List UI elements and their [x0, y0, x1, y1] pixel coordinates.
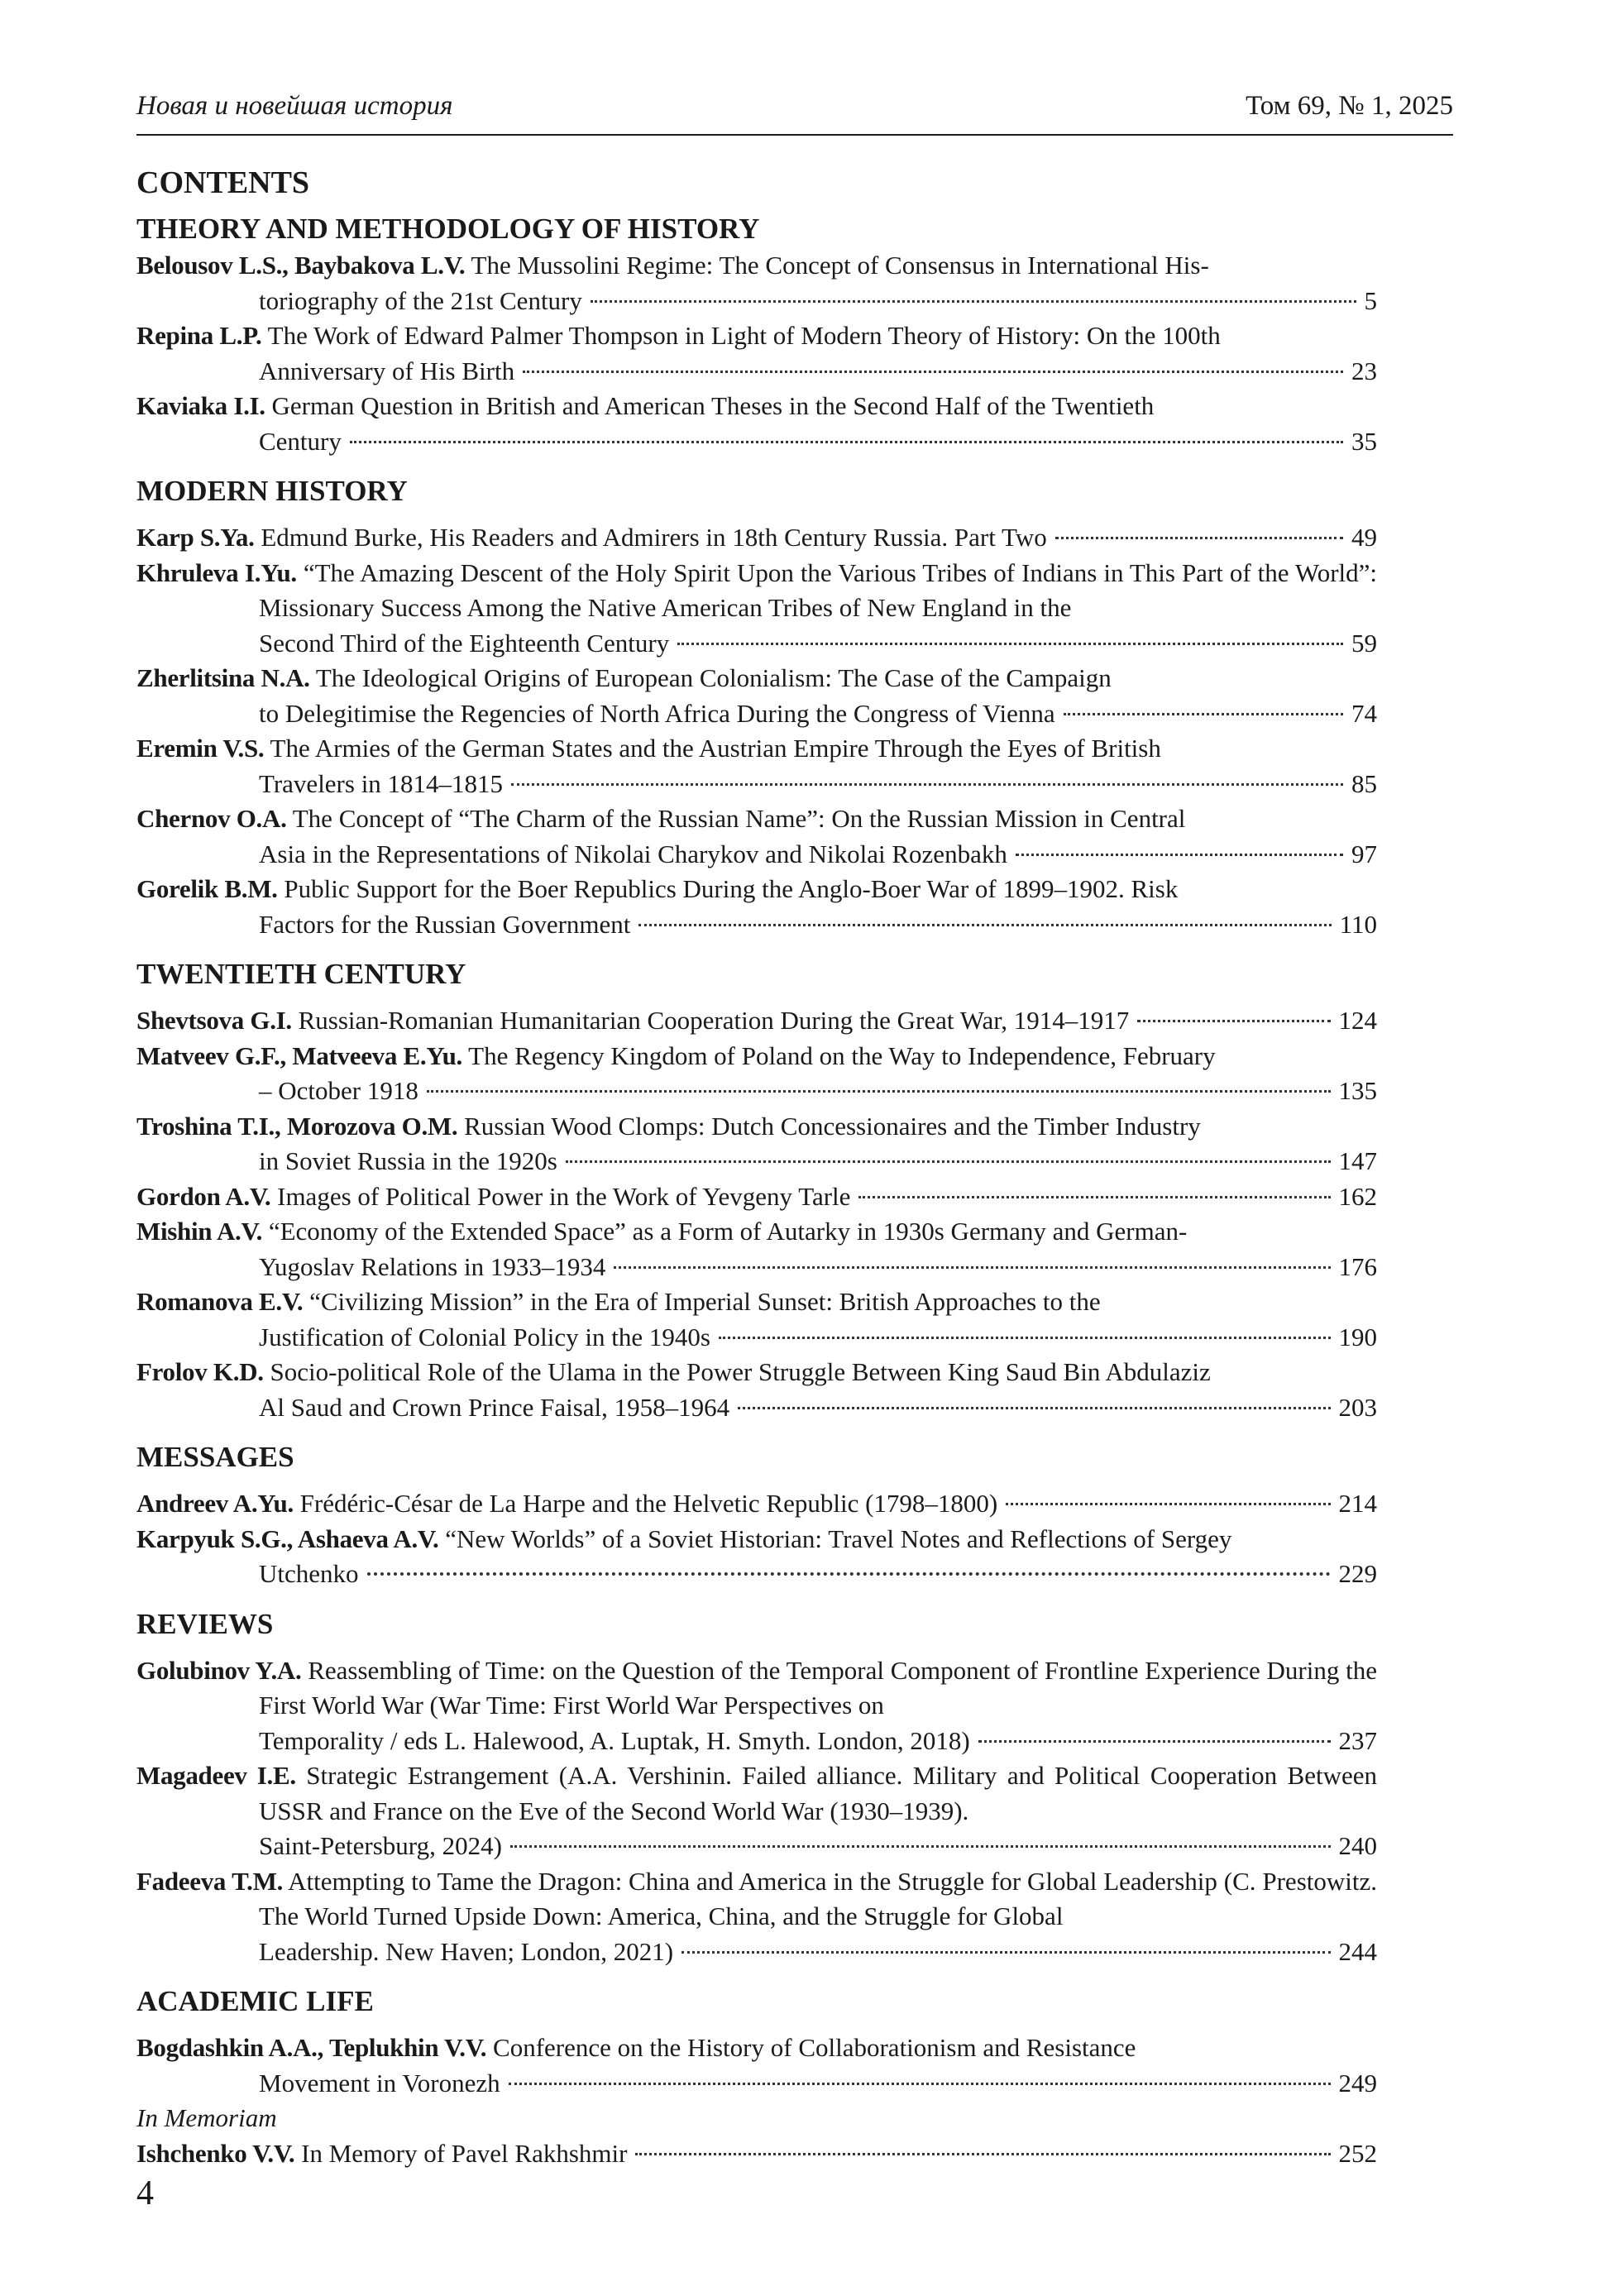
toc-entry — [136, 872, 1377, 942]
entry-title-start — [136, 1287, 1101, 1316]
entry-title-start — [136, 1112, 1201, 1141]
entry-title-text: Strategic Estrangement (A.A. Vershinin. Failed alliance. Military and Political Cooperation Between USSR and France on the Eve of the Second World War (1930–1939). — [259, 1761, 1377, 1825]
entry-title-start — [136, 1867, 1377, 1931]
entry-title-start — [136, 251, 1209, 280]
dot-leader — [511, 783, 1343, 786]
toc-entry — [136, 318, 1377, 389]
entry-title-end — [259, 1390, 1377, 1426]
dot-leader — [635, 2153, 1330, 2155]
dot-leader — [350, 441, 1343, 443]
entry-title-end — [259, 284, 1377, 319]
page-ref: 5 — [1364, 285, 1377, 315]
page-ref: 35 — [1351, 426, 1377, 456]
journal-title: Новая и новейшая история — [136, 91, 453, 121]
toc-entry — [136, 1109, 1377, 1179]
entry-author: Fadeeva T.M. — [136, 1866, 284, 1896]
toc-entry — [136, 1284, 1377, 1355]
entry-line — [136, 1179, 1377, 1215]
entry-author: Ishchenko V.V. — [136, 2138, 295, 2168]
entry-title-text: to Delegitimise the Regencies of North Africa During the Congress of Vienna — [259, 698, 1055, 728]
page-ref: 124 — [1338, 1006, 1377, 1035]
entry-title-text: Yugoslav Relations in 1933–1934 — [259, 1251, 606, 1281]
dot-leader — [367, 1572, 1331, 1576]
contents-title: CONTENTS — [136, 165, 310, 200]
section-heading: ACADEMIC LIFE — [136, 1985, 374, 2017]
page-ref: 252 — [1338, 2138, 1377, 2168]
toc-entry — [136, 2031, 1377, 2101]
entry-title-text: Anniversary of His Birth — [259, 356, 515, 385]
entry-author: Shevtsova G.I. — [136, 1006, 292, 1035]
entry-author: Magadeev I.E. — [136, 1761, 296, 1790]
entry-title-end — [259, 1557, 1377, 1592]
entry-title — [136, 2136, 627, 2172]
entry-title-text: Justification of Colonial Policy in the 1940s — [259, 1322, 710, 1351]
toc-entry — [136, 1653, 1377, 1759]
entry-title-text: “Civilizing Mission” in the Era of Imperial Sunset: British Approaches to the — [309, 1287, 1101, 1316]
entry-title-start — [136, 558, 1377, 623]
entry-author: Belousov L.S., Baybakova L.V. — [136, 251, 466, 280]
toc-entry — [136, 661, 1377, 731]
entry-title-end — [259, 907, 1377, 943]
page-number: 4 — [136, 2174, 154, 2212]
entry-title-start — [136, 734, 1161, 763]
dot-leader — [719, 1337, 1331, 1339]
entry-title-text: Utchenko — [259, 1559, 359, 1588]
toc-entry — [136, 556, 1377, 662]
entry-title-text: Reassembling of Time: on the Question of the Temporal Component of Frontline Experience During the First World War (War Time: First World War Perspectives on — [259, 1655, 1377, 1720]
toc-entry — [136, 1355, 1377, 1425]
entry-title-text: Edmund Burke, His Readers and Admirers in 18th Century Russia. Part Two — [261, 523, 1047, 552]
entry-title-text: Century — [259, 426, 342, 456]
entry-title-text: toriography of the 21st Century — [259, 285, 582, 315]
entry-title-text: Temporality / eds L. Halewood, A. Luptak, H. Smyth. London, 2018) — [259, 1725, 970, 1755]
dot-leader — [638, 924, 1331, 926]
toc-entry — [136, 1758, 1377, 1864]
page-ref: 135 — [1338, 1076, 1377, 1105]
toc-entry — [136, 2136, 1377, 2172]
running-header — [136, 89, 1453, 136]
entry-title — [136, 1486, 997, 1522]
entry-title-text: Movement in Voronezh — [259, 2068, 500, 2097]
entry-author: Matveev G.F., Matveeva E.Yu. — [136, 1040, 462, 1070]
entry-title-start — [136, 321, 1221, 350]
entry-author: Khruleva I.Yu. — [136, 557, 297, 587]
page-ref: 190 — [1338, 1322, 1377, 1351]
entry-author: Andreev A.Yu. — [136, 1489, 294, 1518]
issue-info: Том 69, № 1, 2025 — [1246, 91, 1453, 121]
entry-title-end — [259, 1074, 1377, 1109]
entry-title-end — [259, 1144, 1377, 1179]
dot-leader — [978, 1740, 1331, 1743]
toc-entry — [136, 731, 1377, 801]
entry-author: Kaviaka I.I. — [136, 391, 265, 420]
page-ref: 203 — [1338, 1392, 1377, 1422]
page-ref: 229 — [1338, 1559, 1377, 1588]
entry-author: Gorelik B.M. — [136, 874, 278, 903]
page-ref: 59 — [1351, 628, 1377, 658]
toc-entry — [136, 1486, 1377, 1522]
entry-author: Karp S.Ya. — [136, 523, 255, 552]
entry-author: Gordon A.V. — [136, 1181, 271, 1211]
entry-author: Eremin V.S. — [136, 734, 265, 763]
entry-title-text: Attempting to Tame the Dragon: China and America in the Struggle for Global Leadership (C. Prestowitz. The World Turned Upside Down: America, China, and the Struggle for Global — [259, 1866, 1377, 1930]
toc-entry — [136, 801, 1377, 872]
entry-title-end — [259, 424, 1377, 460]
table-of-contents — [136, 164, 1377, 2171]
page-ref: 97 — [1351, 839, 1377, 868]
in-memoriam-label: In Memoriam — [136, 2103, 277, 2132]
toc-entry — [136, 1003, 1377, 1039]
dot-leader — [1006, 1503, 1330, 1505]
toc-entry — [136, 1522, 1377, 1592]
dot-leader — [858, 1196, 1330, 1198]
entry-title-start — [136, 1357, 1211, 1386]
entry-author: Golubinov Y.A. — [136, 1655, 302, 1685]
dot-leader — [523, 371, 1343, 373]
entry-title-text: In Memory of Pavel Rakhshmir — [301, 2138, 628, 2168]
entry-title-text: “Economy of the Extended Space” as a Form of Autarky in 1930s Germany and German- — [268, 1217, 1188, 1246]
entry-title — [136, 520, 1047, 556]
section-heading: THEORY AND METHODOLOGY OF HISTORY — [136, 213, 760, 245]
entry-title-text: Frédéric-César de La Harpe and the Helvetic Republic (1798–1800) — [299, 1489, 998, 1518]
section-heading: MODERN HISTORY — [136, 475, 408, 507]
toc-entry — [136, 1039, 1377, 1109]
entry-title-end — [259, 1935, 1377, 1970]
entry-title-start — [136, 1524, 1231, 1553]
entry-title-start — [136, 663, 1112, 692]
entry-title-start — [136, 391, 1154, 420]
entry-title-start — [136, 2033, 1136, 2062]
toc-entry — [136, 1214, 1377, 1284]
toc-entry — [136, 1864, 1377, 1970]
page-ref: 110 — [1339, 909, 1377, 939]
toc-entry — [136, 389, 1377, 459]
entry-title-text: The Ideological Origins of European Colonialism: The Case of the Campaign — [315, 663, 1112, 692]
entry-title-text: The Armies of the German States and the Austrian Empire Through the Eyes of British — [270, 734, 1161, 763]
entry-author: Troshina T.I., Morozova O.M. — [136, 1111, 458, 1141]
section-heading: MESSAGES — [136, 1441, 294, 1473]
section-heading: TWENTIETH CENTURY — [136, 958, 466, 990]
entry-title-end — [259, 1250, 1377, 1285]
entry-title-end — [259, 696, 1377, 732]
entry-title — [136, 1179, 850, 1215]
dot-leader — [566, 1160, 1331, 1163]
entry-title-start — [136, 1656, 1377, 1720]
entry-author: Chernov O.A. — [136, 804, 287, 833]
entry-title-text: The Mussolini Regime: The Concept of Consensus in International His- — [471, 251, 1209, 280]
page-ref: 49 — [1351, 523, 1377, 552]
entry-title-text: Al Saud and Crown Prince Faisal, 1958–1964 — [259, 1392, 730, 1422]
page-ref: 74 — [1351, 698, 1377, 728]
entry-title-start — [136, 1041, 1216, 1070]
page-ref: 214 — [1338, 1489, 1377, 1518]
entry-line — [136, 520, 1377, 556]
entry-author: Frolov K.D. — [136, 1357, 264, 1386]
dot-leader — [509, 2083, 1331, 2085]
entry-author: Mishin A.V. — [136, 1217, 263, 1246]
dot-leader — [738, 1407, 1330, 1409]
entry-title-text: Images of Political Power in the Work of Yevgeny Tarle — [277, 1181, 851, 1211]
entry-line — [136, 2136, 1377, 2172]
entry-author: Bogdashkin A.A., Teplukhin V.V. — [136, 2033, 487, 2062]
page-ref: 23 — [1351, 356, 1377, 385]
entry-title-end — [259, 626, 1377, 662]
entry-title-text: Travelers in 1814–1815 — [259, 768, 504, 798]
page-ref: 147 — [1338, 1146, 1377, 1175]
dot-leader — [427, 1090, 1331, 1093]
entry-title-end — [259, 1724, 1377, 1759]
entry-author: Karpyuk S.G., Ashaeva A.V. — [136, 1523, 439, 1553]
entry-title-end — [259, 1320, 1377, 1356]
entry-line — [136, 1003, 1377, 1039]
entry-title-start — [136, 804, 1185, 833]
page-ref: 237 — [1338, 1725, 1377, 1755]
entry-author: Romanova E.V. — [136, 1287, 304, 1316]
toc-entry — [136, 248, 1377, 318]
entry-title-end — [259, 767, 1377, 802]
entry-title-text: German Question in British and American Theses in the Second Half of the Twentieth — [271, 391, 1155, 420]
dot-leader — [614, 1266, 1330, 1269]
entry-title-text: Asia in the Representations of Nikolai Charykov and Nikolai Rozenbakh — [259, 839, 1007, 868]
dot-leader — [681, 1951, 1330, 1954]
entry-title-end — [259, 1829, 1377, 1864]
entry-author: Repina L.P. — [136, 321, 262, 350]
dot-leader — [1064, 713, 1343, 715]
entry-title-text: The Work of Edward Palmer Thompson in Light of Modern Theory of History: On the 100th — [267, 321, 1221, 350]
entry-title-end — [259, 354, 1377, 390]
dot-leader — [677, 643, 1343, 645]
entry-title-text: Conference on the History of Collaborationism and Resistance — [493, 2033, 1136, 2062]
section-heading: REVIEWS — [136, 1607, 274, 1640]
page-ref: 249 — [1338, 2068, 1377, 2097]
entry-title-start — [136, 874, 1178, 903]
entry-title — [136, 1003, 1129, 1039]
entry-title-text: Saint-Petersburg, 2024) — [259, 1831, 502, 1860]
dot-leader — [510, 1845, 1331, 1848]
entry-title-text: “New Worlds” of a Soviet Historian: Travel Notes and Reflections of Sergey — [445, 1523, 1232, 1553]
entry-title-start — [136, 1217, 1187, 1246]
page-ref: 85 — [1351, 768, 1377, 798]
entry-title-text: Leadership. New Haven; London, 2021) — [259, 1936, 674, 1966]
page-ref: 240 — [1338, 1831, 1377, 1860]
entry-title-text: Public Support for the Boer Republics During the Anglo-Boer War of 1899–1902. Risk — [284, 874, 1179, 903]
entry-title-text: – October 1918 — [259, 1076, 418, 1105]
toc-entry — [136, 520, 1377, 556]
toc-entry — [136, 1179, 1377, 1215]
entry-title-text: Socio-political Role of the Ulama in the Power Struggle Between King Saud Bin Abdulaziz — [270, 1357, 1211, 1386]
entry-title-end — [259, 2066, 1377, 2102]
entry-title-text: in Soviet Russia in the 1920s — [259, 1146, 557, 1175]
entry-title-text: Factors for the Russian Government — [259, 909, 631, 939]
entry-title-end — [259, 837, 1377, 873]
entry-title-text: Russian-Romanian Humanitarian Cooperation During the Great War, 1914–1917 — [298, 1006, 1130, 1035]
page-ref: 176 — [1338, 1251, 1377, 1281]
entry-title-text: Russian Wood Clomps: Dutch Concessionaires and the Timber Industry — [464, 1111, 1201, 1141]
page-ref: 244 — [1338, 1936, 1377, 1966]
entry-title-text: “The Amazing Descent of the Holy Spirit Upon the Various Tribes of Indians in This Part of the World”: Missionary Success Among the Native American Tribes of New England in the — [259, 557, 1378, 622]
entry-line — [136, 1486, 1377, 1522]
dot-leader — [591, 300, 1356, 303]
dot-leader — [1055, 537, 1343, 539]
entry-author: Zherlitsina N.A. — [136, 663, 310, 692]
dot-leader — [1137, 1020, 1330, 1022]
entry-title-start — [136, 1761, 1377, 1825]
entry-title-text: The Concept of “The Charm of the Russian Name”: On the Russian Mission in Central — [292, 804, 1186, 833]
page-ref: 162 — [1338, 1181, 1377, 1211]
entry-title-text: The Regency Kingdom of Poland on the Way to Independence, February — [468, 1040, 1216, 1070]
dot-leader — [1016, 854, 1343, 856]
entry-title-text: Second Third of the Eighteenth Century — [259, 628, 670, 658]
